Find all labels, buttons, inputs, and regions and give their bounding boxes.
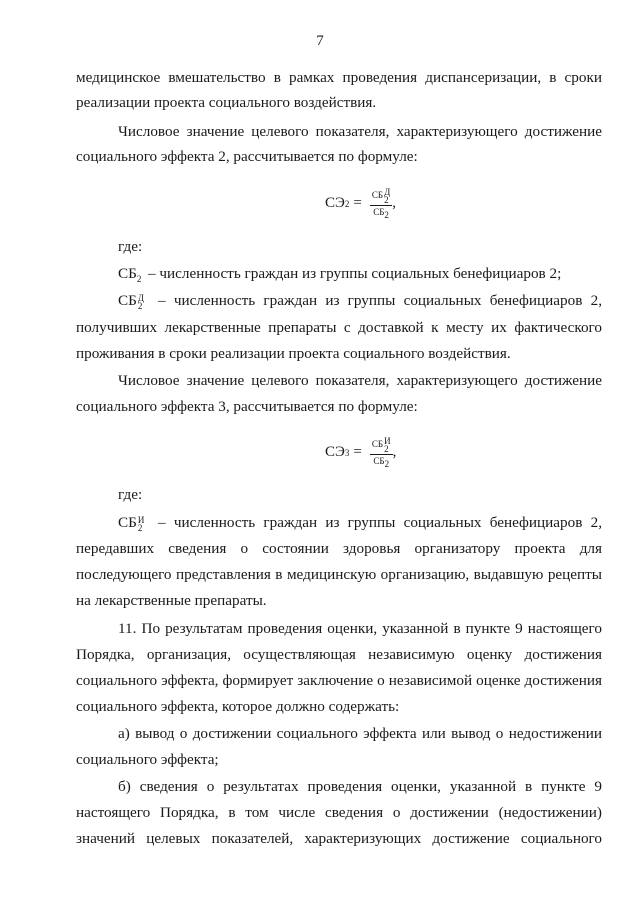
text-line: социального эффекта 3, рассчитывается по формуле: bbox=[76, 398, 418, 415]
symbol-sb2: $СБ_2$ bbox=[118, 265, 142, 285]
text-line: Числовое значение целевого показателя, характеризующего достижение bbox=[118, 372, 602, 389]
text-line: получивших лекарственные препараты с доставкой к месту их фактического bbox=[76, 319, 602, 336]
text-line: Порядка, организация, осуществляющая независимую оценку достижения bbox=[76, 646, 602, 663]
page-number: 7 bbox=[316, 33, 324, 49]
text-line: проживания в сроки реализации проекта социального воздействия. bbox=[76, 345, 511, 362]
formula-se3: СЭ 3 = СБ И 2 $СБ_2$ , bbox=[325, 436, 397, 469]
text-line: медицинское вмешательство в рамках проведения диспансеризации, в сроки bbox=[76, 69, 602, 86]
text-line: настоящего Порядка, в том числе сведения о достижении (недостижении) bbox=[76, 804, 602, 821]
text-line: реализации проекта социального воздействия. bbox=[76, 94, 377, 111]
text-line: 11. По результатам проведения оценки, указанной в пункте 9 настоящего bbox=[118, 620, 602, 637]
text-line: социального эффекта 2, рассчитывается по формуле: bbox=[76, 148, 418, 165]
text-line: социального эффекта, формирует заключение о независимой оценке достижения bbox=[76, 672, 602, 689]
text-line: передавших сведения о состоянии здоровья организатору проекта для bbox=[76, 540, 602, 557]
text-line: – численность граждан из группы социальных бенефициаров 2, bbox=[158, 292, 602, 309]
text-line: а) вывод о достижении социального эффекта или вывод о недостижении bbox=[118, 725, 602, 742]
symbol-sb2-i: СБ И 2 bbox=[118, 514, 145, 533]
formula-se2: СЭ 2 = СБ Д 2 $СБ_2$ , bbox=[325, 187, 396, 220]
text-line: социального эффекта, которое должно содержать: bbox=[76, 698, 400, 715]
symbol-sb2-d: СБ Д 2 bbox=[118, 292, 144, 311]
text-line: последующего представления в медицинскую организацию, выдавшую рецепты bbox=[76, 566, 602, 583]
text-line: где: bbox=[118, 238, 143, 255]
text-line: – численность граждан из группы социальных бенефициаров 2, bbox=[158, 514, 602, 531]
text-line: б) сведения о результатах проведения оценки, указанной в пункте 9 bbox=[118, 778, 602, 795]
text-line: где: bbox=[118, 486, 143, 503]
text-line: – численность граждан из группы социальных бенефициаров 2; bbox=[148, 265, 562, 282]
text-line: значений целевых показателей, характеризующих достижение социального bbox=[76, 830, 602, 847]
text-line: социального эффекта; bbox=[76, 751, 219, 768]
text-line: Числовое значение целевого показателя, характеризующего достижение bbox=[118, 123, 602, 140]
text-line: на лекарственные препараты. bbox=[76, 592, 267, 609]
